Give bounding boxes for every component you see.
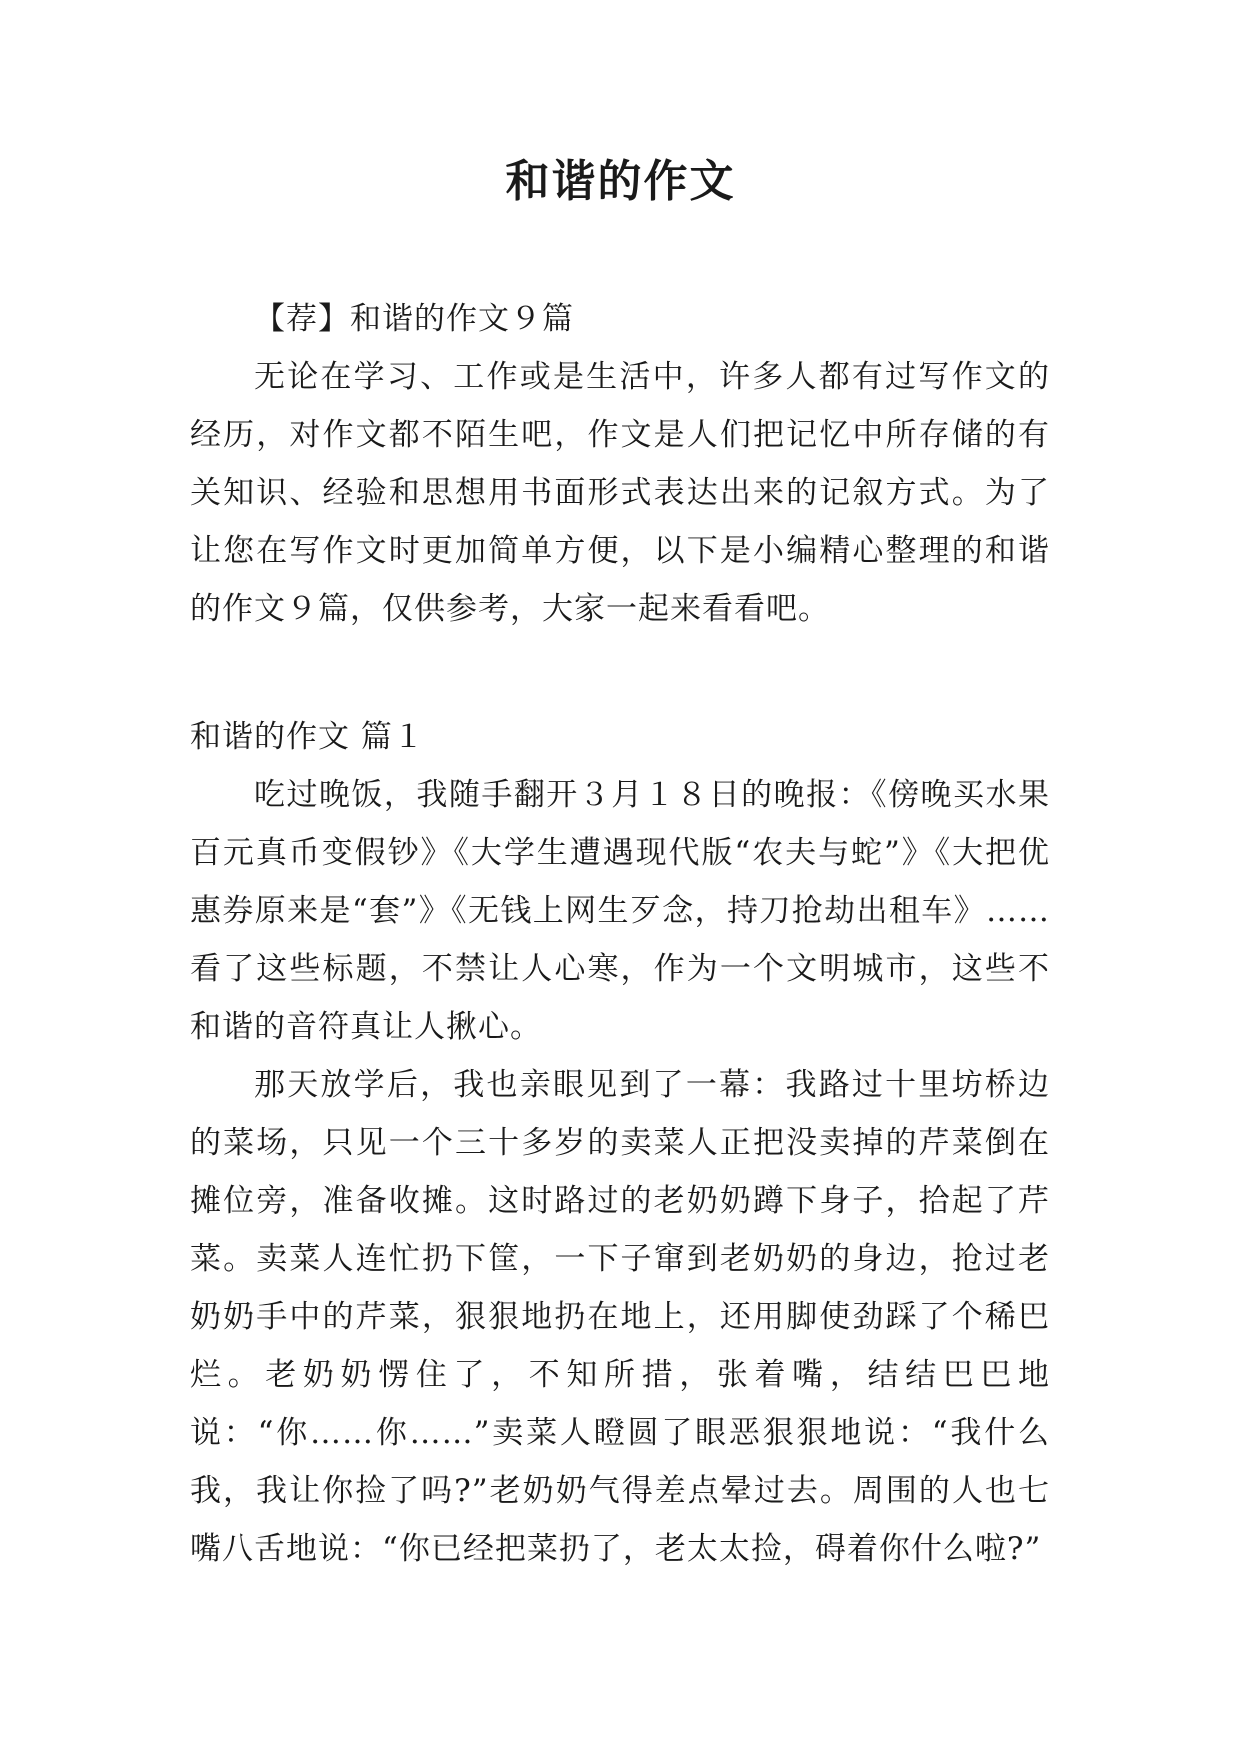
document-subtitle: 【荐】和谐的作文９篇 bbox=[254, 301, 574, 337]
document-body bbox=[190, 290, 1050, 1578]
body-paragraph: 吃过晚饭，我随手翻开３月１８日的晚报：《傍晚买水果百元真币变假钞》《大学生遭遇现代版“农夫与蛇”》《大把优惠券原来是“套”》《无钱上网生歹念，持刀抢劫出租车》……看了这些标题，不禁让人心寒，作为一个文明城市，这些不和谐的音符真让人揪心。 bbox=[190, 777, 1050, 1045]
section-title: 和谐的作文 篇１ bbox=[190, 719, 425, 755]
intro-paragraph: 无论在学习、工作或是生活中，许多人都有过写作文的经历，对作文都不陌生吧，作文是人们把记忆中所存储的有关知识、经验和思想用书面形式表达出来的记叙方式。为了让您在写作文时更加简单方便，以下是小编精心整理的和谐的作文９篇，仅供参考，大家一起来看看吧。 bbox=[190, 359, 1050, 627]
section-gap bbox=[190, 638, 1050, 708]
body-paragraph: 那天放学后，我也亲眼见到了一幕：我路过十里坊桥边的菜场，只见一个三十多岁的卖菜人正把没卖掉的芹菜倒在摊位旁，准备收摊。这时路过的老奶奶蹲下身子，拾起了芹菜。卖菜人连忙扔下筐，一下子窜到老奶奶的身边，抢过老奶奶手中的芹菜，狠狠地扔在地上，还用脚使劲踩了个稀巴烂。老奶奶愣住了，不知所措，张着嘴，结结巴巴地说：“你……你……”卖菜人瞪圆了眼恶狠狠地说：“我什么我，我让你捡了吗?”老奶奶气得差点晕过去。周围的人也七嘴八舌地说：“你已经把菜扔了，老太太捡，碍着你什么啦?” bbox=[190, 1067, 1050, 1567]
document-title: 和谐的作文 bbox=[505, 156, 736, 207]
